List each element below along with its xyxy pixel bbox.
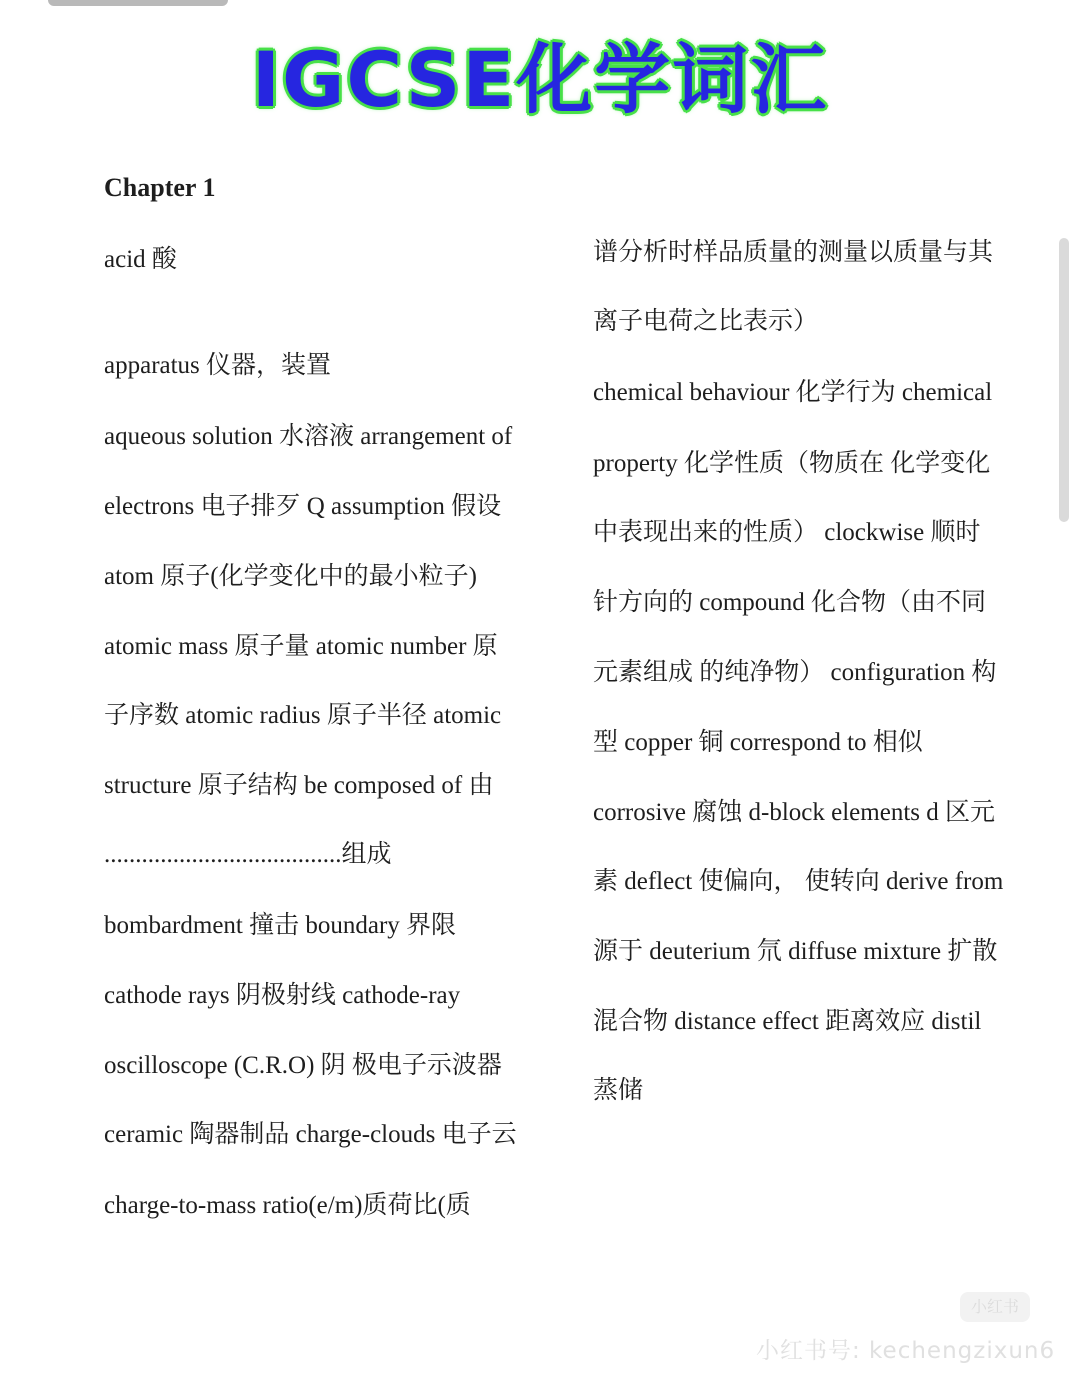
text-line: 离子电荷之比表示） — [593, 308, 819, 335]
page-title: IGCSE化学词汇 — [251, 35, 829, 124]
text-line: 子序数 atomic radius 原子半径 atomic — [104, 702, 502, 729]
text-line: 蒸储 — [593, 1077, 644, 1104]
text-line: oscilloscope (C.R.O) 阴 极电子示波器 — [104, 1052, 502, 1079]
text-line: apparatus 仪器，装置 — [104, 352, 332, 379]
text-line: 混合物 distance effect 距离效应 distil — [593, 1008, 982, 1035]
text-line: ......................................组成 — [104, 841, 392, 868]
text-line: 谱分析时样品质量的测量以质量与其 — [593, 239, 994, 266]
text-line: ceramic 陶器制品 charge-clouds 电子云 — [104, 1121, 517, 1148]
chapter-heading: Chapter 1 — [104, 173, 216, 202]
text-line: 中表现出来的性质） clockwise 顺时 — [593, 519, 981, 546]
text-line: acid 酸 — [104, 246, 177, 273]
text-line: charge-to-mass ratio(e/m)质荷比(质 — [104, 1192, 471, 1219]
text-line: aqueous solution 水溶液 arrangement of — [104, 423, 513, 450]
watermark-logo: 小红书 — [960, 1292, 1030, 1322]
text-line: corrosive 腐蚀 d-block elements d 区元 — [593, 799, 995, 826]
text-line: chemical behaviour 化学行为 chemical — [593, 379, 993, 406]
text-line: 针方向的 compound 化合物（由不同 — [593, 589, 987, 616]
watermark-text: 小红书号: kechengzixun6 — [756, 1338, 1056, 1364]
text-line: electrons 电子排歹 Q assumption 假设 — [104, 493, 502, 520]
text-line: 型 copper 铜 correspond to 相似 — [593, 729, 923, 756]
text-line: 素 deflect 使偏向， 使转向 derive from — [593, 868, 1004, 895]
top-edge-bar — [48, 0, 228, 6]
text-line: atomic mass 原子量 atomic number 原 — [104, 633, 498, 660]
text-line: 源于 deuterium 氘 diffuse mixture 扩散 — [593, 938, 998, 965]
text-line: property 化学性质（物质在 化学变化 — [593, 450, 991, 477]
scrollbar-thumb[interactable] — [1059, 238, 1069, 522]
text-line: cathode rays 阴极射线 cathode-ray — [104, 982, 461, 1009]
text-line: structure 原子结构 be composed of 由 — [104, 772, 494, 799]
text-line: bombardment 撞击 boundary 界限 — [104, 912, 457, 939]
text-line: 元素组成 的纯净物） configuration 构 — [593, 659, 997, 686]
text-line: atom 原子(化学变化中的最小粒子) — [104, 563, 477, 590]
